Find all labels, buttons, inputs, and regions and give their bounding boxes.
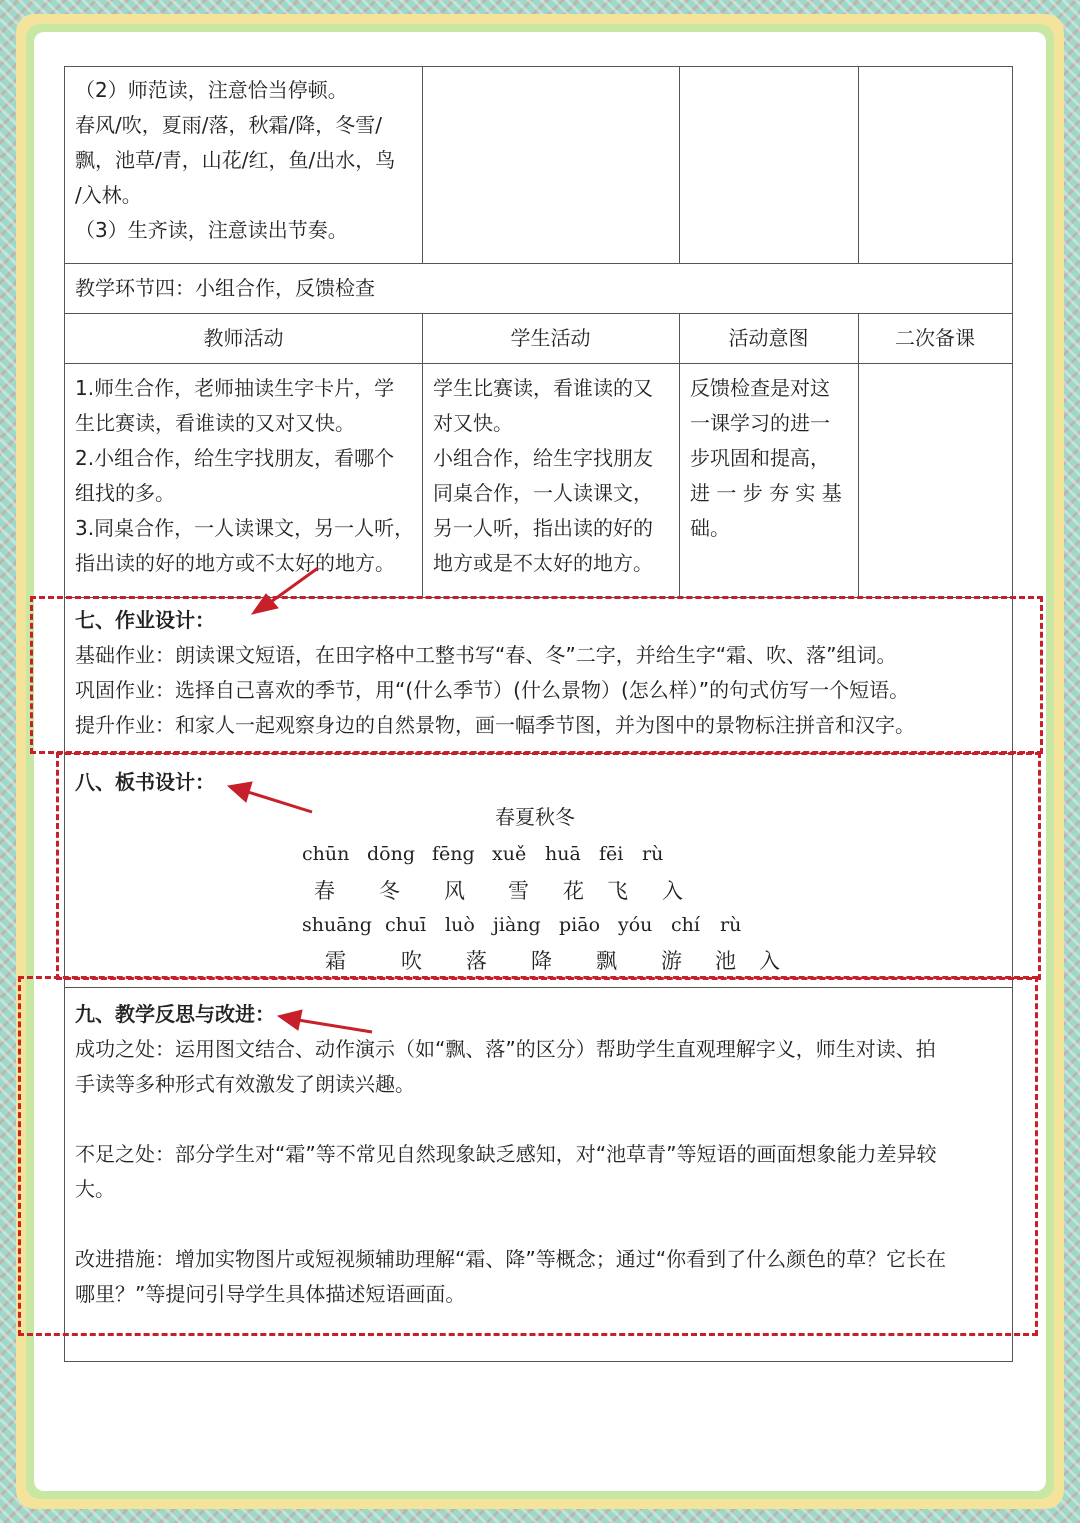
text-line: 同桌合作，一人读课文， — [433, 481, 653, 505]
homework-consolidate: 巩固作业：选择自己喜欢的季节，用“(什么季节）(什么景物）(怎么样）”的句式仿写一个短语。 — [75, 678, 910, 702]
hanzi: 游 — [661, 949, 682, 973]
reflection-title: 九、教学反思与改进： — [75, 1002, 275, 1026]
pinyin: shuāng — [302, 914, 372, 936]
text-line: 生比赛读，看谁读的又对又快。 — [75, 411, 355, 435]
hanzi: 降 — [531, 949, 552, 973]
text-line: 春风/吹，夏雨/落，秋霜/降，冬雪/ — [75, 113, 382, 137]
header-second-prep: 二次备课 — [895, 326, 975, 350]
pinyin: xuě — [492, 843, 527, 865]
text-line: 1.师生合作，老师抽读生字卡片，学 — [75, 376, 395, 400]
text-line: /入林。 — [75, 183, 142, 207]
header-teacher: 教师活动 — [203, 326, 284, 350]
reflection-success-line: 成功之处：运用图文结合、动作演示（如“飘、落”的区分）帮助学生直观理解字义，师生对读、拍 — [75, 1037, 936, 1061]
text-line: 组找的多。 — [75, 481, 175, 505]
text-line: （3）生齐读，注意读出节奏。 — [75, 218, 348, 242]
pinyin: rù — [720, 914, 742, 936]
text-line: 一课学习的进一 — [690, 411, 830, 435]
reflection-improve-line: 改进措施：增加实物图片或短视频辅助理解“霜、降”等概念；通过“你看到了什么颜色的草？它长在 — [75, 1247, 947, 1271]
homework-basic: 基础作业：朗读课文短语，在田字格中工整书写“春、冬”二字，并给生字“霜、吹、落”组词。 — [75, 643, 897, 667]
header-student: 学生活动 — [510, 326, 591, 350]
homework-advanced: 提升作业：和家人一起观察身边的自然景物，画一幅季节图，并为图中的景物标注拼音和汉字。 — [75, 713, 915, 737]
text-line: 小组合作，给生字找朋友 — [433, 446, 653, 470]
homework-title: 七、作业设计： — [75, 608, 215, 632]
reflection-shortfall-line: 不足之处：部分学生对“霜”等不常见自然现象缺乏感知，对“池草青”等短语的画面想象能力差异较 — [75, 1142, 937, 1166]
hanzi: 风 — [444, 879, 465, 903]
hanzi: 飞 — [607, 879, 628, 903]
pinyin: yóu — [618, 914, 653, 936]
arrow-icon — [228, 782, 312, 812]
text-line: 反馈检查是对这 — [690, 376, 830, 400]
reflection-success-line: 手读等多种形式有效激发了朗读兴趣。 — [75, 1072, 415, 1096]
pinyin: chūn — [302, 843, 350, 865]
header-intent: 活动意图 — [728, 326, 809, 350]
reflection-improve-line: 哪里？”等提问引导学生具体描述短语画面。 — [75, 1282, 466, 1306]
arrow-icon — [278, 1010, 372, 1032]
pinyin: huā — [545, 843, 581, 865]
arrow-icon — [252, 568, 318, 614]
pinyin: jiàng — [493, 914, 541, 936]
text-line: 步巩固和提高， — [690, 446, 830, 470]
pinyin: piāo — [559, 914, 601, 936]
text-line: 2.小组合作，给生字找朋友，看哪个 — [75, 446, 395, 470]
pinyin: dōng — [367, 843, 416, 865]
hanzi: 花 — [563, 879, 584, 903]
pinyin: fēng — [432, 843, 475, 865]
hanzi: 吹 — [401, 949, 422, 973]
text-line: （2）师范读，注意恰当停顿。 — [75, 78, 348, 102]
hanzi: 冬 — [379, 879, 400, 903]
pinyin: rù — [642, 843, 664, 865]
pinyin: fēi — [599, 843, 624, 865]
pinyin: luò — [445, 914, 475, 936]
text-line: 3.同桌合作，一人读课文，另一人听， — [75, 516, 415, 540]
hanzi: 雪 — [508, 879, 529, 903]
board-heading: 春夏秋冬 — [495, 805, 575, 829]
text-line: 学生比赛读，看谁读的又 — [433, 376, 653, 400]
text-line: 础。 — [690, 516, 730, 540]
reflection-shortfall-line: 大。 — [75, 1177, 115, 1201]
hanzi: 霜 — [325, 949, 346, 973]
text-line: 进 一 步 夯 实 基 — [690, 481, 842, 505]
hanzi: 入 — [759, 949, 780, 973]
hanzi: 落 — [466, 949, 487, 973]
board-title: 八、板书设计： — [75, 770, 215, 794]
hanzi: 入 — [662, 879, 683, 903]
hanzi: 飘 — [596, 949, 617, 973]
hanzi: 春 — [314, 879, 335, 903]
text-line: 地方或是不太好的地方。 — [433, 551, 653, 575]
hanzi: 池 — [715, 949, 736, 973]
text-line: 指出读的好的地方或不太好的地方。 — [75, 551, 395, 575]
section4-title: 教学环节四：小组合作，反馈检查 — [75, 276, 375, 300]
text-line: 另一人听，指出读的好的 — [433, 516, 653, 540]
text-line: 对又快。 — [433, 411, 513, 435]
pinyin: chuī — [385, 914, 427, 936]
pinyin: chí — [671, 914, 700, 936]
text-line: 飘，池草/青，山花/红，鱼/出水，鸟 — [75, 148, 396, 172]
